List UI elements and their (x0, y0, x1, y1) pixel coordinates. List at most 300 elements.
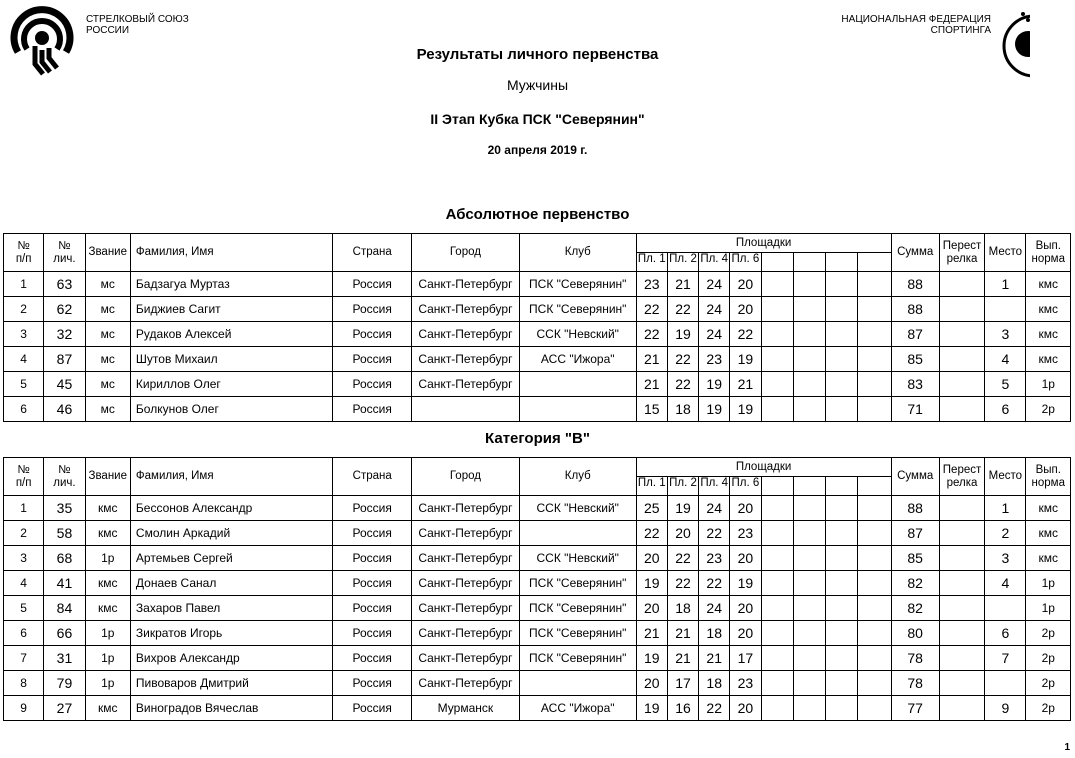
cell-pp: 5 (4, 372, 44, 397)
cell-empty (761, 646, 793, 671)
cell-score: 21 (636, 347, 667, 372)
cell-place: 7 (985, 646, 1026, 671)
cell-empty (826, 372, 858, 397)
cell-club: ПСК "Северянин" (519, 571, 636, 596)
cell-score: 19 (699, 397, 730, 422)
table-row (4, 671, 1071, 696)
cell-country: Россия (333, 596, 412, 621)
cell-place (985, 671, 1026, 696)
cell-empty (793, 621, 825, 646)
cell-score: 19 (636, 571, 667, 596)
cell-score: 19 (730, 397, 761, 422)
cell-norm: кмс (1026, 496, 1071, 521)
cell-empty (858, 621, 891, 646)
col-club-header: Клуб (519, 234, 636, 272)
section-title: Категория "В" (485, 430, 590, 447)
platform-header-empty (793, 253, 825, 272)
results-table (3, 457, 1071, 721)
cell-empty (793, 596, 825, 621)
table-row (4, 621, 1071, 646)
col-pp-header (4, 458, 44, 496)
platform-header-empty (761, 477, 793, 496)
platform-header: Пл. 2 (667, 477, 698, 496)
cell-country: Россия (333, 372, 412, 397)
cell-sum: 71 (891, 397, 939, 422)
cell-club (519, 671, 636, 696)
platform-header-empty (793, 477, 825, 496)
cell-score: 18 (667, 397, 698, 422)
cell-score: 19 (636, 696, 667, 721)
cell-club (519, 397, 636, 422)
event-name: II Этап Кубка ПСК "Северянин" (430, 111, 645, 127)
cell-norm: 1р (1026, 596, 1071, 621)
cell-city: Санкт-Петербург (412, 496, 520, 521)
header-line: № (17, 239, 30, 252)
page-number: 1 (1064, 742, 1070, 753)
table-row (4, 496, 1071, 521)
cell-empty (761, 397, 793, 422)
cell-place: 3 (985, 322, 1026, 347)
cell-place (985, 297, 1026, 322)
cell-empty (826, 521, 858, 546)
table-row (4, 272, 1071, 297)
cell-name: Рудаков Алексей (130, 322, 333, 347)
cell-city: Санкт-Петербург (412, 347, 520, 372)
cell-empty (858, 496, 891, 521)
cell-norm: кмс (1026, 322, 1071, 347)
cell-score: 18 (699, 671, 730, 696)
cell-score: 16 (667, 696, 698, 721)
platform-header-empty (858, 477, 891, 496)
cell-norm: 2р (1026, 671, 1071, 696)
cell-lic: 32 (44, 322, 85, 347)
col-norm-header (1026, 234, 1071, 272)
cell-shootoff (939, 646, 984, 671)
cell-score: 20 (730, 621, 761, 646)
cell-score: 19 (667, 322, 698, 347)
cell-score: 19 (699, 372, 730, 397)
cell-pp: 6 (4, 397, 44, 422)
cell-score: 22 (699, 571, 730, 596)
col-rank-header: Звание (85, 458, 130, 496)
cell-club: ПСК "Северянин" (519, 297, 636, 322)
cell-score: 21 (636, 372, 667, 397)
cell-norm: кмс (1026, 347, 1071, 372)
cell-shootoff (939, 297, 984, 322)
cell-norm: 2р (1026, 621, 1071, 646)
platform-header-empty (826, 477, 858, 496)
cell-empty (761, 546, 793, 571)
cell-norm: кмс (1026, 546, 1071, 571)
page-subtitle: Мужчины (506, 77, 569, 93)
cell-shootoff (939, 571, 984, 596)
cell-city: Санкт-Петербург (412, 272, 520, 297)
table-row (4, 397, 1071, 422)
cell-empty (858, 671, 891, 696)
cell-rank: 1р (85, 546, 130, 571)
cell-score: 22 (636, 521, 667, 546)
cell-pp: 3 (4, 322, 44, 347)
cell-empty (826, 671, 858, 696)
cell-shootoff (939, 696, 984, 721)
cell-score: 22 (667, 546, 698, 571)
table-header-row (4, 458, 1071, 477)
cell-place: 9 (985, 696, 1026, 721)
cell-shootoff (939, 521, 984, 546)
cell-empty (761, 596, 793, 621)
cell-pp: 2 (4, 297, 44, 322)
col-sum-header: Сумма (891, 234, 939, 272)
header-line: релка (946, 252, 978, 265)
cell-lic: 62 (44, 297, 85, 322)
header-line: п/п (15, 252, 32, 265)
col-country-header: Страна (333, 234, 412, 272)
cell-place: 6 (985, 397, 1026, 422)
col-name-header: Фамилия, Имя (130, 234, 333, 272)
cell-shootoff (939, 397, 984, 422)
cell-place: 2 (985, 521, 1026, 546)
cell-score: 17 (667, 671, 698, 696)
cell-rank: мс (85, 297, 130, 322)
cell-pp: 3 (4, 546, 44, 571)
cell-score: 21 (699, 646, 730, 671)
platform-header: Пл. 6 (730, 477, 761, 496)
col-shootoff-header (939, 234, 984, 272)
cell-empty (793, 347, 825, 372)
cell-score: 20 (636, 546, 667, 571)
cell-score: 22 (636, 297, 667, 322)
header-line: п/п (15, 476, 32, 489)
cell-empty (793, 496, 825, 521)
cell-lic: 46 (44, 397, 85, 422)
platform-header: Пл. 2 (667, 253, 698, 272)
cell-club: ССК "Невский" (519, 546, 636, 571)
cell-place: 4 (985, 347, 1026, 372)
cell-empty (858, 571, 891, 596)
platform-header-empty (858, 253, 891, 272)
cell-sum: 88 (891, 297, 939, 322)
cell-club: ПСК "Северянин" (519, 621, 636, 646)
cell-city: Санкт-Петербург (412, 671, 520, 696)
cell-empty (826, 546, 858, 571)
cell-empty (858, 696, 891, 721)
cell-name: Болкунов Олег (130, 397, 333, 422)
cell-club: ССК "Невский" (519, 496, 636, 521)
cell-rank: 1р (85, 646, 130, 671)
cell-country: Россия (333, 546, 412, 571)
cell-score: 18 (667, 596, 698, 621)
cell-shootoff (939, 596, 984, 621)
cell-club: ПСК "Северянин" (519, 272, 636, 297)
cell-city: Санкт-Петербург (412, 297, 520, 322)
header-line: лич. (53, 252, 76, 265)
col-lic-header (44, 458, 85, 496)
cell-rank: кмс (85, 571, 130, 596)
cell-norm: 2р (1026, 397, 1071, 422)
cell-empty (793, 671, 825, 696)
header-line: норма (1031, 476, 1065, 489)
cell-empty (858, 546, 891, 571)
col-country-header: Страна (333, 458, 412, 496)
cell-country: Россия (333, 571, 412, 596)
cell-empty (793, 397, 825, 422)
cell-sum: 83 (891, 372, 939, 397)
cell-country: Россия (333, 297, 412, 322)
cell-empty (826, 596, 858, 621)
cell-lic: 58 (44, 521, 85, 546)
cell-empty (761, 521, 793, 546)
cell-empty (858, 347, 891, 372)
col-norm-header (1026, 458, 1071, 496)
col-city-header: Город (412, 458, 520, 496)
cell-name: Кириллов Олег (130, 372, 333, 397)
cell-country: Россия (333, 272, 412, 297)
cell-pp: 8 (4, 671, 44, 696)
cell-empty (826, 272, 858, 297)
cell-pp: 2 (4, 521, 44, 546)
cell-empty (761, 347, 793, 372)
cell-city: Санкт-Петербург (412, 546, 520, 571)
col-rank-header: Звание (85, 234, 130, 272)
cell-name: Зикратов Игорь (130, 621, 333, 646)
cell-pp: 7 (4, 646, 44, 671)
cell-lic: 87 (44, 347, 85, 372)
cell-empty (858, 372, 891, 397)
cell-lic: 35 (44, 496, 85, 521)
cell-sum: 85 (891, 347, 939, 372)
cell-score: 22 (667, 347, 698, 372)
cell-sum: 80 (891, 621, 939, 646)
cell-sum: 78 (891, 671, 939, 696)
cell-empty (858, 297, 891, 322)
cell-name: Захаров Павел (130, 596, 333, 621)
cell-name: Бадзагуа Муртаз (130, 272, 333, 297)
cell-empty (858, 272, 891, 297)
table-row (4, 696, 1071, 721)
cell-norm: кмс (1026, 272, 1071, 297)
cell-shootoff (939, 347, 984, 372)
platform-header: Пл. 6 (730, 253, 761, 272)
shooting-union-logo (8, 2, 76, 84)
cell-score: 23 (699, 347, 730, 372)
cell-score: 21 (667, 272, 698, 297)
table-row (4, 596, 1071, 621)
cell-empty (858, 646, 891, 671)
cell-score: 21 (667, 646, 698, 671)
header-line: № (17, 463, 30, 476)
cell-empty (858, 596, 891, 621)
cell-empty (826, 322, 858, 347)
cell-rank: мс (85, 372, 130, 397)
cell-name: Смолин Аркадий (130, 521, 333, 546)
cell-name: Шутов Михаил (130, 347, 333, 372)
cell-score: 24 (699, 297, 730, 322)
cell-norm: 1р (1026, 372, 1071, 397)
cell-country: Россия (333, 621, 412, 646)
cell-empty (826, 646, 858, 671)
cell-empty (826, 621, 858, 646)
cell-lic: 31 (44, 646, 85, 671)
platform-header-empty (826, 253, 858, 272)
cell-club (519, 372, 636, 397)
cell-place: 1 (985, 272, 1026, 297)
cell-shootoff (939, 496, 984, 521)
cell-score: 22 (730, 322, 761, 347)
cell-rank: кмс (85, 596, 130, 621)
cell-shootoff (939, 546, 984, 571)
cell-empty (793, 297, 825, 322)
cell-pp: 1 (4, 272, 44, 297)
event-date: 20 апреля 2019 г. (487, 143, 588, 157)
header-line: лич. (53, 476, 76, 489)
cell-empty (761, 272, 793, 297)
table-row (4, 546, 1071, 571)
cell-score: 23 (730, 521, 761, 546)
cell-club: АСС "Ижора" (519, 347, 636, 372)
cell-score: 24 (699, 596, 730, 621)
table-row (4, 646, 1071, 671)
header-line: релка (946, 476, 978, 489)
platform-header-empty (761, 253, 793, 272)
cell-empty (793, 521, 825, 546)
cell-empty (761, 696, 793, 721)
cell-norm: 1р (1026, 571, 1071, 596)
cell-lic: 84 (44, 596, 85, 621)
org-right (841, 14, 991, 36)
cell-shootoff (939, 621, 984, 646)
cell-rank: 1р (85, 621, 130, 646)
cell-empty (761, 496, 793, 521)
col-platforms-header: Площадки (636, 458, 891, 477)
cell-lic: 79 (44, 671, 85, 696)
cell-score: 23 (699, 546, 730, 571)
cell-shootoff (939, 372, 984, 397)
cell-name: Виноградов Вячеслав (130, 696, 333, 721)
cell-pp: 9 (4, 696, 44, 721)
cell-score: 15 (636, 397, 667, 422)
cell-name: Бессонов Александр (130, 496, 333, 521)
cell-shootoff (939, 322, 984, 347)
cell-score: 20 (730, 696, 761, 721)
cell-country: Россия (333, 397, 412, 422)
cell-rank: мс (85, 322, 130, 347)
table-row (4, 347, 1071, 372)
col-place-header: Место (985, 234, 1026, 272)
col-name-header: Фамилия, Имя (130, 458, 333, 496)
col-sum-header: Сумма (891, 458, 939, 496)
col-lic-header (44, 234, 85, 272)
cell-score: 21 (636, 621, 667, 646)
cell-name: Вихров Александр (130, 646, 333, 671)
cell-rank: мс (85, 347, 130, 372)
col-pp-header (4, 234, 44, 272)
cell-empty (858, 322, 891, 347)
platform-header: Пл. 4 (699, 253, 730, 272)
cell-empty (858, 521, 891, 546)
cell-empty (826, 571, 858, 596)
cell-pp: 6 (4, 621, 44, 646)
cell-score: 20 (667, 521, 698, 546)
cell-country: Россия (333, 322, 412, 347)
cell-score: 22 (699, 521, 730, 546)
cell-score: 19 (730, 347, 761, 372)
cell-score: 19 (636, 646, 667, 671)
org-left (86, 14, 189, 36)
cell-score: 20 (636, 596, 667, 621)
cell-lic: 66 (44, 621, 85, 646)
cell-rank: мс (85, 397, 130, 422)
cell-name: Биджиев Сагит (130, 297, 333, 322)
header-line: № (58, 463, 71, 476)
cell-score: 20 (730, 546, 761, 571)
cell-score: 20 (730, 272, 761, 297)
cell-score: 21 (667, 621, 698, 646)
cell-score: 24 (699, 496, 730, 521)
cell-country: Россия (333, 646, 412, 671)
cell-empty (826, 397, 858, 422)
page-title: Результаты личного первенства (416, 46, 659, 63)
cell-sum: 88 (891, 496, 939, 521)
cell-sum: 78 (891, 646, 939, 671)
cell-score: 24 (699, 272, 730, 297)
cell-score: 19 (667, 496, 698, 521)
cell-lic: 68 (44, 546, 85, 571)
org-right-line: СПОРТИНГА (930, 25, 991, 36)
cell-pp: 1 (4, 496, 44, 521)
cell-norm: 2р (1026, 696, 1071, 721)
cell-empty (793, 696, 825, 721)
cell-empty (858, 397, 891, 422)
cell-score: 23 (636, 272, 667, 297)
col-shootoff-header (939, 458, 984, 496)
cell-score: 20 (730, 297, 761, 322)
table-row (4, 297, 1071, 322)
cell-sum: 87 (891, 322, 939, 347)
cell-score: 20 (730, 596, 761, 621)
cell-rank: кмс (85, 696, 130, 721)
table-row (4, 521, 1071, 546)
platform-header: Пл. 1 (636, 253, 667, 272)
cell-empty (793, 322, 825, 347)
col-club-header: Клуб (519, 458, 636, 496)
cell-empty (826, 297, 858, 322)
cell-sum: 87 (891, 521, 939, 546)
cell-score: 23 (730, 671, 761, 696)
cell-club (519, 521, 636, 546)
cell-city: Санкт-Петербург (412, 621, 520, 646)
cell-score: 18 (699, 621, 730, 646)
cell-score: 17 (730, 646, 761, 671)
col-place-header: Место (985, 458, 1026, 496)
cell-place: 6 (985, 621, 1026, 646)
cell-pp: 4 (4, 347, 44, 372)
table-row (4, 322, 1071, 347)
cell-sum: 85 (891, 546, 939, 571)
cell-sum: 82 (891, 571, 939, 596)
cell-empty (793, 372, 825, 397)
org-left-line: РОССИИ (86, 25, 130, 36)
cell-country: Россия (333, 671, 412, 696)
org-right-line: НАЦИОНАЛЬНАЯ ФЕДЕРАЦИЯ (841, 14, 991, 25)
cell-club: ПСК "Северянин" (519, 646, 636, 671)
cell-norm: кмс (1026, 297, 1071, 322)
cell-empty (793, 546, 825, 571)
table-header-row (4, 234, 1071, 253)
cell-name: Донаев Санал (130, 571, 333, 596)
cell-empty (761, 322, 793, 347)
cell-rank: мс (85, 272, 130, 297)
header-line: Перест (942, 239, 982, 252)
